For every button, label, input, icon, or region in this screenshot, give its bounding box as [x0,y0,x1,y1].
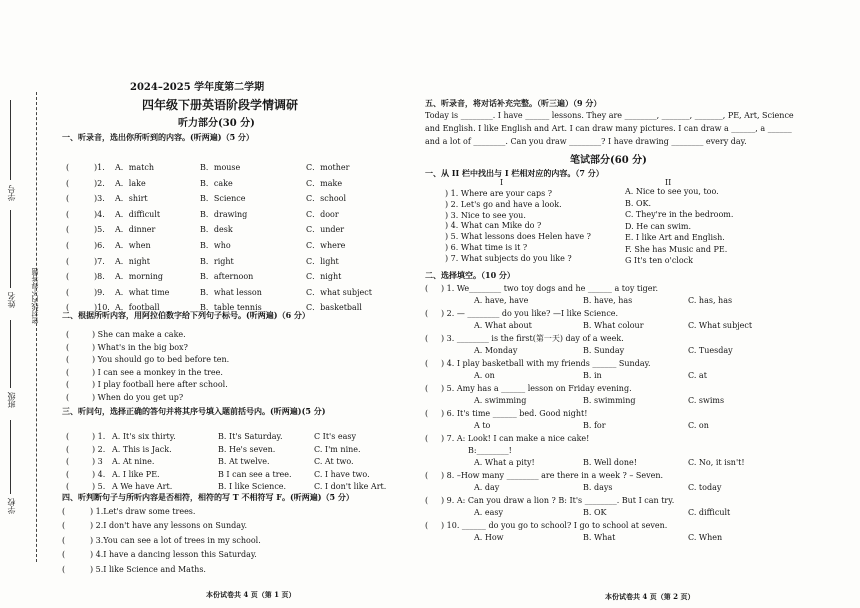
answer-bracket[interactable]: ( [66,432,70,441]
option-c: C．mother [306,163,350,172]
option-a: A．football [115,303,160,313]
school-label: 学校 [7,498,16,514]
answer-bracket[interactable]: ( [66,225,70,235]
sentence: ) When do you get up? [92,392,184,402]
option-c: C. I'm nine. [314,444,361,454]
answer-bracket[interactable]: ( [425,384,429,393]
option-b: B. At twelve. [218,457,270,467]
option-c: C．make [306,178,343,188]
option-c: C. difficult [688,508,731,517]
item-number: ) 2. [92,444,106,454]
option-c: C．what subject [306,287,372,297]
answer-bracket[interactable]: ( [66,444,70,454]
question-stem: ) 10. ______ do you go to school? I go to school at seven. [441,521,668,530]
option-a: A. easy [474,508,503,517]
question: ) 5. What lessons does Helen have ? [445,232,591,242]
option-a: A．when [115,241,151,250]
option-a: A We have Art. [112,482,173,492]
option-a: A. What a pity! [474,458,535,467]
option-c: C. I have two. [314,469,370,479]
question-stem: ) 9. A: Can you draw a lion ? B: It's ________. But I can try. [441,496,675,505]
item-number: ) 4. [92,469,106,479]
option-a: A. This is Jack. [112,444,172,454]
section-2-heading: 二、根据所听内容，用阿拉伯数字给下列句子标号。(听两遍)（6 分） [62,310,310,320]
option-a: A．dinner [115,225,156,235]
answer-bracket[interactable]: ( [66,194,70,204]
option-a: A．morning [115,272,163,282]
answer-choice: E. I like Art and English. [625,233,725,242]
binding-margin [0,0,52,608]
question-stem: ) 7. A: Look! I can make a nice cake! [441,434,590,443]
question-stem: ) 3. ________ is the first(第一天) day of a week. [441,334,624,343]
option-b: B．cake [200,178,233,188]
option-c: C．under [306,225,345,235]
listening-part-title: 听力部分(30 分) [178,118,255,129]
option-c: C．school [306,194,347,204]
section-7-heading: 二、选择填空。（10 分） [425,270,515,280]
option-c: C. I don't like Art. [314,482,387,492]
answer-bracket[interactable]: ( [62,550,66,560]
option-b: B．table tennis [200,303,262,313]
answer-bracket[interactable]: ( [425,359,429,368]
question-stem: ) 4. I play basketball with my friends ______ Sunday. [441,359,651,368]
answer-bracket[interactable]: ( [425,309,429,318]
statement: ) 2.I don't have any lessons on Sunday. [90,521,248,531]
page-1-footer: 本份试卷共 4 页（第 1 页） [206,590,296,599]
item-number: )10. [94,303,110,313]
item-number: )3. [94,194,105,204]
answer-bracket[interactable]: ( [66,303,70,313]
school-year: 2024–2025 学年度第二学期 [130,82,265,93]
option-b: B. OK [583,508,607,517]
question: ) 2. Let's go and have a look. [445,199,562,209]
item-number: )9. [94,287,105,297]
item-number: ) 1. [92,432,106,441]
option-c: C．door [306,209,339,219]
option-a: A．lake [115,178,146,188]
class-line[interactable] [10,320,11,388]
item-number: ) 3 [92,457,103,467]
option-a: A. have, have [474,296,529,305]
class-label: 班级 [7,392,16,408]
question-stem: ) 6. It's time ______ bed. Good night! [441,409,588,418]
option-a: A. How [474,533,504,542]
student-number-label: 学号 [7,185,16,201]
option-a: A. on [474,371,495,380]
answer-bracket[interactable]: ( [66,287,70,297]
item-number: )6. [94,241,105,250]
answer-bracket[interactable]: ( [66,469,70,479]
option-b: B. What colour [583,321,644,330]
item-number: ) 5. [92,482,106,492]
page-2-footer: 本份试卷共 4 页（第 2 页） [605,592,695,601]
option-a: A. swimming [474,396,527,405]
option-c: C．light [306,256,339,266]
sentence: ) She can make a cake. [92,330,186,339]
option-a: A．night [115,256,150,266]
column-ii-header: II [665,178,672,187]
name-line[interactable] [10,210,11,288]
option-b: B．who [200,241,231,250]
option-b: B．desk [200,225,233,235]
answer-bracket[interactable]: ( [66,209,70,219]
question-stem: ) 5. Amy has a ______ lesson on Friday evening. [441,384,632,393]
answer-bracket[interactable]: ( [66,380,70,389]
answer-bracket[interactable]: ( [66,482,70,492]
option-b: B. He's seven. [218,444,276,454]
answer-bracket[interactable]: ( [62,564,66,574]
answer-choice: F. She has Music and PE. [625,244,728,254]
question-stem: ) 8. –How many ________ are there in a week ? – Seven. [441,471,664,480]
option-b: B．what lesson [200,287,262,297]
answer-bracket[interactable]: ( [425,496,429,505]
option-c: C. on [688,421,709,430]
option-b: B．mouse [200,163,241,172]
option-c: C. has, has [688,296,733,305]
option-b: B. swimming [583,396,636,405]
option-c: C. No, it isn't! [688,458,745,467]
answer-choice: A. Nice to see you, too. [625,187,719,196]
answer-bracket[interactable]: ( [66,355,70,364]
option-c: C. Tuesday [688,346,733,355]
option-c: C．night [306,272,342,282]
answer-bracket[interactable]: ( [425,284,429,293]
option-c: C It's easy [314,432,357,441]
cloze-line-1: Today is ________. I have ______ lessons. They are ________, _______, _______, PE, Art, Science [425,111,794,120]
item-number: )7. [94,256,105,266]
item-number: )8. [94,272,105,282]
item-number: )2. [94,178,105,188]
answer-bracket[interactable]: ( [62,507,66,516]
option-b: B. for [583,421,606,430]
answer-bracket[interactable]: ( [66,163,70,172]
question: ) 6. What time is it ? [445,243,528,252]
option-c: C. swims [688,396,725,405]
sentence: ) You should go to bed before ten. [92,355,230,364]
answer-choice: B. OK. [625,198,652,208]
option-a: A. I like PE. [112,469,160,479]
option-c: C. When [688,533,723,542]
answer-bracket[interactable]: ( [66,178,70,188]
answer-bracket[interactable]: ( [66,241,70,250]
cloze-line-2: and English. I like English and Art. I can draw many pictures. I can draw a ______, a ______ [425,124,792,133]
option-b: B．Science [200,194,246,204]
question: ) 1. Where are your caps ? [445,189,553,198]
question: ) 3. Nice to see you. [445,210,526,220]
section-5-heading: 五、听录音，将对话补充完整。（听三遍）（9 分） [425,98,602,108]
answer-bracket[interactable]: ( [66,367,70,377]
item-number: )4. [94,209,105,219]
option-b: B I can see a tree. [218,469,292,479]
option-a: A. It's six thirty. [112,432,176,441]
option-b: B．drawing [200,209,248,219]
section-3-heading: 三、听问句，选择正确的答句并将其序号填入题前括号内。(听两遍)(5 分) [62,406,326,416]
answer-bracket[interactable]: ( [425,409,429,418]
option-a: A. What about [474,321,532,330]
answer-bracket[interactable]: ( [66,392,70,402]
seal-warning: 密封线内不得答题 [31,268,39,324]
answer-bracket[interactable]: ( [66,457,70,467]
option-b: B．afternoon [200,272,254,282]
answer-bracket[interactable]: ( [425,471,429,480]
option-a: A. At nine. [112,457,155,467]
school-line[interactable] [10,420,11,494]
answer-bracket[interactable]: ( [62,535,66,545]
column-i-header: I [500,178,504,187]
option-a: A．shirt [115,194,148,204]
sentence: ) I play football here after school. [92,380,228,389]
seal-dashed-line [36,92,37,562]
question-stem: ) 2. — ________ do you like? —I like Science. [441,309,619,318]
statement: ) 3.You can see a lot of trees in my school. [90,535,261,545]
section-1-heading: 一、听录音，选出你所听到的内容。(听两遍)（5 分） [62,132,254,142]
student-number-line[interactable] [10,100,11,180]
option-b: B. What [583,533,616,542]
sentence: ) What's in the big box? [92,342,188,352]
option-b: B. days [583,483,613,492]
option-b: B. Well done! [583,458,637,467]
name-label: 姓名 [7,292,16,308]
option-b: B. have, has [583,296,633,305]
statement: ) 1.Let's draw some trees. [90,507,196,516]
option-a: A. Monday [474,346,518,355]
answer-bracket[interactable]: ( [66,342,70,352]
option-a: A to [474,421,491,430]
answer-choice: G It's ten o'clock [625,256,693,265]
option-b: B. Sunday [583,346,625,355]
written-part-title: 笔试部分(60 分) [570,155,647,166]
answer-choice: D. He can swim. [625,221,692,231]
answer-choice: C. They're in the bedroom. [625,210,734,219]
item-number: )1. [94,163,105,172]
section-6-heading: 一、从 II 栏中找出与 I 栏相对应的内容。（7 分） [425,168,604,178]
question-stem: ) 1. We________ two toy dogs and he ______ a toy tiger. [441,284,658,293]
answer-bracket[interactable]: ( [62,521,66,531]
question: ) 4. What can Mike do ? [445,221,542,231]
option-b: B．right [200,256,234,266]
answer-line: B:________! [468,446,512,455]
option-c: C. today [688,483,722,492]
option-a: A．difficult [115,209,161,219]
answer-bracket[interactable]: ( [66,256,70,266]
answer-bracket[interactable]: ( [66,272,70,282]
option-a: A. day [474,483,500,492]
statement: ) 5.I like Science and Maths. [90,564,206,574]
option-c: C．basketball [306,303,362,313]
answer-bracket[interactable]: ( [425,334,429,343]
sentence: ) I can see a monkey in the tree. [92,367,223,377]
option-b: B. It's Saturday. [218,432,283,441]
option-c: C. at [688,371,707,380]
item-number: )5. [94,225,105,235]
answer-bracket[interactable]: ( [66,330,70,339]
option-a: A．match [115,163,154,172]
question: ) 7. What subjects do you like ? [445,253,572,263]
answer-bracket[interactable]: ( [425,434,429,443]
option-a: A．what time [115,287,170,297]
option-c: C．where [306,241,346,250]
exam-title: 四年级下册英语阶段学情调研 [142,98,299,112]
option-b: B. in [583,371,602,380]
statement: ) 4.I have a dancing lesson this Saturday. [90,550,257,560]
section-4-heading: 四、听判断句子与所听内容是否相符，相符的写 T 不相符写 F。(听两遍)（5 分） [62,492,354,502]
option-c: C. At two. [314,457,354,467]
option-c: C. What subject [688,321,753,330]
answer-bracket[interactable]: ( [425,521,429,530]
cloze-line-3: and a lot of ________. Can you draw ________? I have drawing ________ every day. [425,137,747,146]
option-b: B. I like Science. [218,482,287,492]
